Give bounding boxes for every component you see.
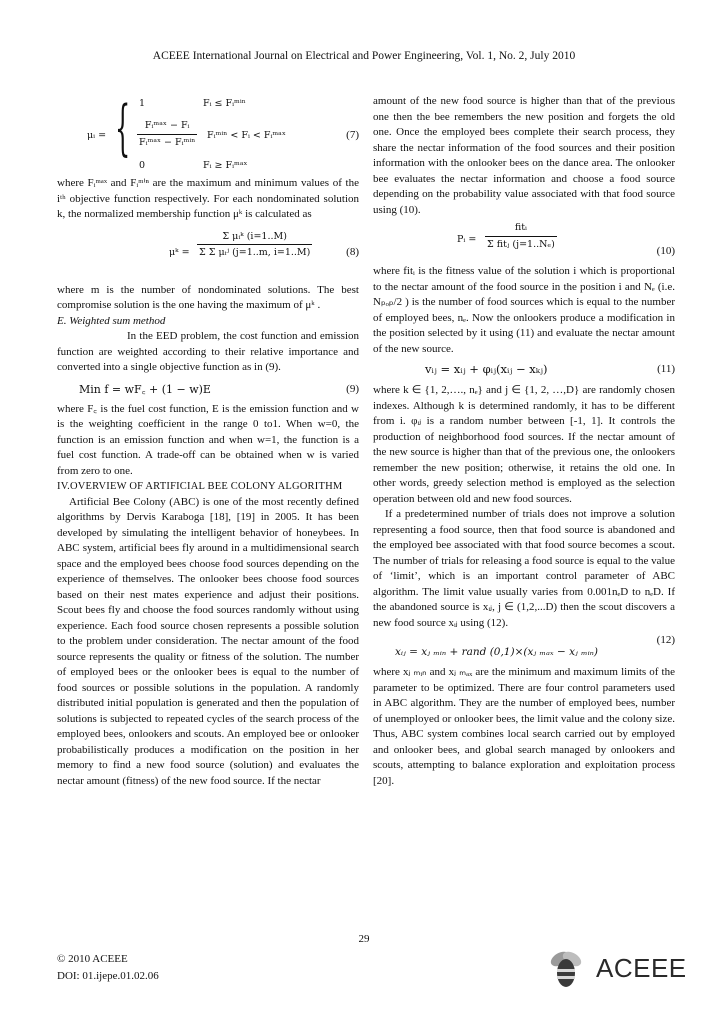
eq11-number: (11) bbox=[657, 363, 675, 375]
paragraph-nectar: amount of the new food source is higher than that of the previous one then the bee remembers the new position and forgets the old one. Once the employed bees complete their search process, they share the nectar information of the food sources and their position information with the onlooker bees on the dance area. The onlooker bee evaluates the nectar information and choose a food source depending on the probability value associated with that food source using (10). bbox=[373, 95, 675, 216]
paragraph-control-params: where xⱼ ₘᵢₙ and xⱼ ₘₐₓ are the minimum and maximum limits of the parameter to be optimized. There are four control parameters used in ABC algorithm. They are the number of employed bees, number of unemployed or onlooker bees, the limit value and the colony size. Thus, ABC system combines local search carried out by employed and onlooker bees, and global search managed by onlookers and scouts, attempting to balance exploration and exploitation process [20]. bbox=[373, 666, 675, 787]
section-iv-heading: IV.OVERVIEW OF ARTIFICIAL BEE COLONY ALGORITHM bbox=[57, 481, 343, 492]
eq10-frac bbox=[485, 220, 557, 252]
eq8-lhs: μᵏ = bbox=[169, 246, 190, 258]
eq7-number: (7) bbox=[346, 129, 359, 141]
eq10-lhs: Pᵢ = bbox=[457, 234, 477, 245]
paragraph-fuel-cost: where F꜀ is the fuel cost function, E is the emission function and w is the weighting coefficient in the range 0 to1. When w=0, the function is an emission function and when w=1, the function is a fuel cost function. A trade-off can be obtained when w is varied from zero to one. bbox=[57, 402, 359, 477]
equation-7 bbox=[57, 94, 359, 176]
eq7-case3-cond: Fᵢ ≥ Fᵢᵐᵃˣ bbox=[203, 160, 248, 171]
paragraph-compromise: where m is the number of nondominated solutions. The best compromise solution is the one having the maximum of μᵏ . bbox=[57, 283, 359, 311]
eq7-case2-den: Fᵢᵐᵃˣ − Fᵢᵐⁱⁿ bbox=[139, 136, 196, 148]
paragraph-fitness: where fitᵢ is the fitness value of the solution i which is proportional to the nectar amount of the food source in the position i and Nₑ (i.e. Nₚₒₚ/2 ) is the number of food sources which is equal to the number of employed bees, nₑ. Now the onlookers produce a modification in the position selected by it using (11) and evaluate the nectar amount of the new source. bbox=[373, 265, 675, 355]
eq7-case2-frac bbox=[137, 118, 197, 150]
right-column bbox=[373, 94, 675, 789]
eq7-case2-num: Fᵢᵐᵃˣ − Fᵢ bbox=[137, 118, 197, 135]
equation-10 bbox=[373, 218, 675, 264]
eq12-number: (12) bbox=[656, 634, 675, 646]
section-e-heading: E. Weighted sum method bbox=[57, 314, 166, 327]
eq8-number: (8) bbox=[346, 245, 359, 258]
eq8-frac bbox=[197, 229, 312, 261]
eq7-lhs: μᵢ = bbox=[87, 130, 107, 141]
eq12-text: xᵢⱼ = xⱼ ₘᵢₙ + rand (0,1)×(xⱼ ₘₐₓ − xⱼ ₘᵢₙ) bbox=[395, 646, 599, 658]
paragraph-abc-intro: Artificial Bee Colony (ABC) is one of the most recently defined algorithms by Dervis Karaboga [18], [19] in 2005. It has been developed by simulating the intelligent behavior of honeybees. In ABC system, artificial bees fly around in a multidimensional search space and the employed bees choose food sources depending on the experience of themselves. The onlooker bees choose food sources based on their nest mates experience and adjust their positions. Scout bees fly and choose the food sources randomly without using experience. Each food source chosen represents a possible solution to the problem under consideration. The nectar amount of the food source represents the quality or fitness of the solution. The number of employed bees or the onlooker bees is equal to the number of food sources or possible solutions in the population. A randomly distributed initial population is generated and then the population of solutions is subjected to repeated cycles of the search process of the employed bees, onlookers and scouts. An employed bee or onlooker probabilistically produces a modification on the position in her memory to find a new food source (solution) and evaluates the nectar amount (fitness) of the new food source. If the nectar bbox=[57, 495, 359, 787]
aceee-logo bbox=[540, 945, 687, 991]
paragraph-membership: where Fᵢᵐᵃˣ and Fᵢᵐⁱⁿ are the maximum and minimum values of the iᵗʰ objective function respectively. For each nondominated solution k, the normalized membership function μᵏ is calculated as bbox=[57, 177, 359, 220]
eq7-brace: { bbox=[115, 93, 131, 163]
eq7-case1-value: 1 bbox=[139, 98, 146, 109]
equation-11 bbox=[373, 359, 675, 383]
paragraph-weighted-sum: In the EED problem, the cost function and emission function are weighted according to their relative importance and converted into a single objective function as in (9). bbox=[57, 330, 359, 373]
bee-icon bbox=[540, 945, 596, 991]
page-number: 29 bbox=[358, 933, 370, 945]
eq7-case2-cond: Fᵢᵐⁱⁿ < Fᵢ < Fᵢᵐᵃˣ bbox=[207, 130, 286, 141]
left-column bbox=[57, 94, 359, 789]
eq10-den: Σ fitⱼ (j=1..Nₑ) bbox=[487, 238, 555, 250]
journal-header: ACEEE International Journal on Electrical and Power Engineering, Vol. 1, No. 2, July 2010 bbox=[152, 50, 576, 62]
footer-doi: DOI: 01.ijepe.01.02.06 bbox=[57, 970, 159, 982]
eq10-number: (10) bbox=[656, 245, 675, 257]
equation-12 bbox=[373, 631, 675, 665]
eq10-num: fitᵢ bbox=[485, 220, 557, 237]
paragraph-scout: If a predetermined number of trials does not improve a solution representing a food source, then that food source is abandoned and the employed bee associated with that food source becomes a scout. The number of trials for releasing a food source is equal to the value of ‘limit’, which is an important control parameter of ABC algorithm. The limit value usually varies from 0.001nₑD to nₑD. If the abandoned source is xᵢⱼ, j ∈ (1,2,...D) then the scout discovers a new food source xᵢⱼ using (12). bbox=[373, 508, 675, 629]
eq7-case3-value: 0 bbox=[139, 160, 146, 171]
paragraph-indexes: where k ∈ {1, 2,…., nₑ} and j ∈ {1, 2, …,D} are randomly chosen indexes. Although k is determined randomly, it has to be different from i. φᵢⱼ is a random number between [-1, 1]. It controls the production of neighborhood food sources. If the nectar amount of the new source is higher than that of the previous one, the onlookers remember the new position; otherwise, it retains the old one. In other words, greedy selection method is employed as the selection operation between old and new food sources. bbox=[373, 384, 675, 505]
footer bbox=[57, 951, 159, 985]
footer-copyright: © 2010 ACEEE bbox=[57, 953, 128, 965]
eq9-text: Min f = wF꜀ + (1 − w)E bbox=[79, 382, 211, 396]
eq8-num: Σ μᵢᵏ (i=1..M) bbox=[197, 229, 312, 246]
eq8-den: Σ Σ μᵢʲ (j=1..m, i=1..M) bbox=[199, 247, 311, 258]
equation-9 bbox=[57, 380, 359, 402]
eq7-case1-cond: Fᵢ ≤ Fᵢᵐⁱⁿ bbox=[203, 98, 246, 109]
eq9-number: (9) bbox=[346, 382, 359, 395]
equation-8 bbox=[57, 223, 359, 283]
eq11-text: vᵢⱼ = xᵢⱼ + φᵢⱼ(xᵢⱼ − xₖⱼ) bbox=[425, 362, 548, 376]
logo-text: ACEEE bbox=[596, 953, 687, 983]
